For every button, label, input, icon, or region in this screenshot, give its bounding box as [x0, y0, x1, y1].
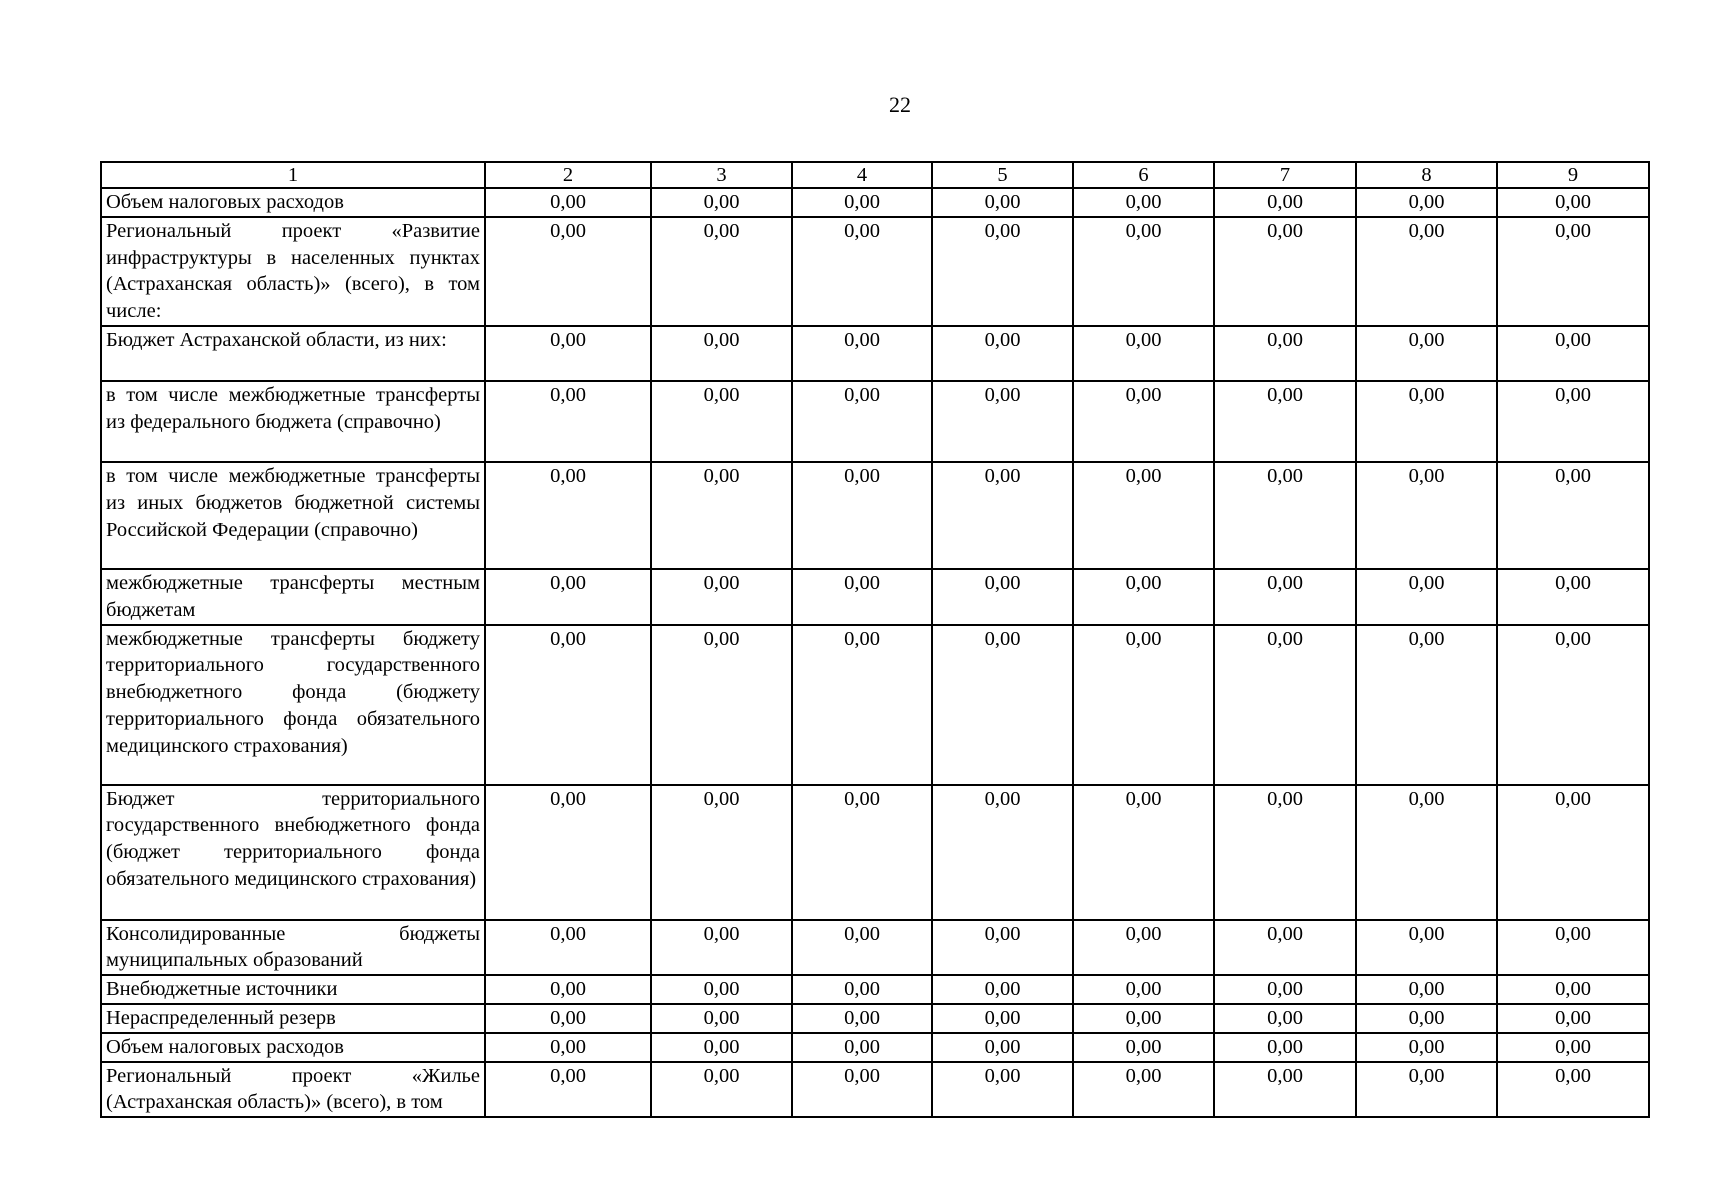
value-cell-col-3: 0,00 — [651, 217, 792, 326]
row-label: Объем налоговых расходов — [101, 188, 485, 217]
budget-table — [100, 161, 1650, 1118]
value-cell-col-9: 0,00 — [1497, 1004, 1649, 1033]
value-cell-col-6: 0,00 — [1073, 1062, 1214, 1118]
value-cell-col-2: 0,00 — [485, 462, 651, 569]
value-cell-col-4: 0,00 — [792, 1004, 932, 1033]
value-cell-col-2: 0,00 — [485, 920, 651, 976]
value-cell-col-4: 0,00 — [792, 381, 932, 462]
header-row — [101, 162, 1649, 188]
value-cell-col-2: 0,00 — [485, 1033, 651, 1062]
value-cell-col-8: 0,00 — [1356, 625, 1497, 785]
value-cell-col-7: 0,00 — [1214, 1033, 1356, 1062]
row-label: в том числе межбюджетные трансферты из федерального бюджета (справочно) — [101, 381, 485, 462]
value-cell-col-5: 0,00 — [932, 188, 1073, 217]
value-cell-col-3: 0,00 — [651, 569, 792, 625]
value-cell-col-3: 0,00 — [651, 975, 792, 1004]
value-cell-col-5: 0,00 — [932, 569, 1073, 625]
row-label: Консолидированные бюджеты муниципальных образований — [101, 920, 485, 976]
column-header-5: 5 — [932, 162, 1073, 188]
value-cell-col-3: 0,00 — [651, 381, 792, 462]
value-cell-col-6: 0,00 — [1073, 625, 1214, 785]
value-cell-col-8: 0,00 — [1356, 569, 1497, 625]
value-cell-col-6: 0,00 — [1073, 462, 1214, 569]
value-cell-col-8: 0,00 — [1356, 785, 1497, 920]
value-cell-col-2: 0,00 — [485, 625, 651, 785]
value-cell-col-6: 0,00 — [1073, 326, 1214, 381]
value-cell-col-5: 0,00 — [932, 1004, 1073, 1033]
table-row — [101, 462, 1649, 569]
value-cell-col-6: 0,00 — [1073, 1004, 1214, 1033]
column-header-3: 3 — [651, 162, 792, 188]
value-cell-col-2: 0,00 — [485, 569, 651, 625]
value-cell-col-9: 0,00 — [1497, 326, 1649, 381]
value-cell-col-6: 0,00 — [1073, 188, 1214, 217]
table-row — [101, 188, 1649, 217]
value-cell-col-5: 0,00 — [932, 1062, 1073, 1118]
value-cell-col-7: 0,00 — [1214, 381, 1356, 462]
value-cell-col-3: 0,00 — [651, 785, 792, 920]
value-cell-col-8: 0,00 — [1356, 1033, 1497, 1062]
value-cell-col-7: 0,00 — [1214, 217, 1356, 326]
row-label: Нераспределенный резерв — [101, 1004, 485, 1033]
value-cell-col-8: 0,00 — [1356, 188, 1497, 217]
value-cell-col-6: 0,00 — [1073, 1033, 1214, 1062]
column-header-1: 1 — [101, 162, 485, 188]
value-cell-col-7: 0,00 — [1214, 975, 1356, 1004]
value-cell-col-8: 0,00 — [1356, 1062, 1497, 1118]
value-cell-col-5: 0,00 — [932, 975, 1073, 1004]
value-cell-col-8: 0,00 — [1356, 381, 1497, 462]
value-cell-col-7: 0,00 — [1214, 1062, 1356, 1118]
value-cell-col-3: 0,00 — [651, 326, 792, 381]
row-label: Бюджет территориального государственного внебюджетного фонда (бюджет территориального фонда обязательного медицинского страхования) — [101, 785, 485, 920]
value-cell-col-9: 0,00 — [1497, 975, 1649, 1004]
value-cell-col-8: 0,00 — [1356, 1004, 1497, 1033]
row-label: Бюджет Астраханской области, из них: — [101, 326, 485, 381]
row-label: Региональный проект «Жилье (Астраханская область)» (всего), в том — [101, 1062, 485, 1118]
value-cell-col-9: 0,00 — [1497, 1033, 1649, 1062]
value-cell-col-4: 0,00 — [792, 569, 932, 625]
value-cell-col-2: 0,00 — [485, 381, 651, 462]
value-cell-col-4: 0,00 — [792, 975, 932, 1004]
table-row — [101, 1033, 1649, 1062]
value-cell-col-9: 0,00 — [1497, 625, 1649, 785]
value-cell-col-8: 0,00 — [1356, 975, 1497, 1004]
value-cell-col-9: 0,00 — [1497, 785, 1649, 920]
value-cell-col-2: 0,00 — [485, 188, 651, 217]
column-header-2: 2 — [485, 162, 651, 188]
value-cell-col-5: 0,00 — [932, 462, 1073, 569]
value-cell-col-9: 0,00 — [1497, 381, 1649, 462]
value-cell-col-8: 0,00 — [1356, 920, 1497, 976]
value-cell-col-9: 0,00 — [1497, 462, 1649, 569]
value-cell-col-2: 0,00 — [485, 1062, 651, 1118]
value-cell-col-9: 0,00 — [1497, 569, 1649, 625]
value-cell-col-5: 0,00 — [932, 217, 1073, 326]
value-cell-col-3: 0,00 — [651, 625, 792, 785]
value-cell-col-7: 0,00 — [1214, 785, 1356, 920]
value-cell-col-6: 0,00 — [1073, 381, 1214, 462]
value-cell-col-5: 0,00 — [932, 381, 1073, 462]
value-cell-col-9: 0,00 — [1497, 217, 1649, 326]
value-cell-col-8: 0,00 — [1356, 217, 1497, 326]
value-cell-col-7: 0,00 — [1214, 188, 1356, 217]
column-header-9: 9 — [1497, 162, 1649, 188]
column-header-7: 7 — [1214, 162, 1356, 188]
value-cell-col-6: 0,00 — [1073, 975, 1214, 1004]
value-cell-col-4: 0,00 — [792, 326, 932, 381]
value-cell-col-2: 0,00 — [485, 217, 651, 326]
value-cell-col-3: 0,00 — [651, 1033, 792, 1062]
value-cell-col-3: 0,00 — [651, 462, 792, 569]
value-cell-col-2: 0,00 — [485, 326, 651, 381]
value-cell-col-7: 0,00 — [1214, 326, 1356, 381]
value-cell-col-4: 0,00 — [792, 462, 932, 569]
table-row — [101, 381, 1649, 462]
value-cell-col-4: 0,00 — [792, 1033, 932, 1062]
value-cell-col-5: 0,00 — [932, 326, 1073, 381]
value-cell-col-3: 0,00 — [651, 920, 792, 976]
row-label: в том числе межбюджетные трансферты из иных бюджетов бюджетной системы Российской Федерации (справочно) — [101, 462, 485, 569]
value-cell-col-5: 0,00 — [932, 920, 1073, 976]
column-header-6: 6 — [1073, 162, 1214, 188]
row-label: Объем налоговых расходов — [101, 1033, 485, 1062]
row-label: Региональный проект «Развитие инфраструктуры в населенных пунктах (Астраханская область)» (всего), в том числе: — [101, 217, 485, 326]
value-cell-col-3: 0,00 — [651, 1004, 792, 1033]
table-row — [101, 569, 1649, 625]
table-body — [101, 162, 1649, 1117]
column-header-8: 8 — [1356, 162, 1497, 188]
table-row — [101, 975, 1649, 1004]
value-cell-col-7: 0,00 — [1214, 625, 1356, 785]
value-cell-col-6: 0,00 — [1073, 785, 1214, 920]
value-cell-col-7: 0,00 — [1214, 569, 1356, 625]
table-row — [101, 785, 1649, 920]
value-cell-col-8: 0,00 — [1356, 326, 1497, 381]
value-cell-col-7: 0,00 — [1214, 462, 1356, 569]
value-cell-col-8: 0,00 — [1356, 462, 1497, 569]
table-row — [101, 326, 1649, 381]
value-cell-col-5: 0,00 — [932, 625, 1073, 785]
value-cell-col-9: 0,00 — [1497, 1062, 1649, 1118]
row-label: Внебюджетные источники — [101, 975, 485, 1004]
value-cell-col-4: 0,00 — [792, 1062, 932, 1118]
column-header-4: 4 — [792, 162, 932, 188]
value-cell-col-6: 0,00 — [1073, 569, 1214, 625]
value-cell-col-6: 0,00 — [1073, 920, 1214, 976]
value-cell-col-2: 0,00 — [485, 975, 651, 1004]
row-label: межбюджетные трансферты местным бюджетам — [101, 569, 485, 625]
row-label: межбюджетные трансферты бюджету территориального государственного внебюджетного фонда (бюджету территориального фонда обязательного медицинского страхования) — [101, 625, 485, 785]
value-cell-col-7: 0,00 — [1214, 920, 1356, 976]
value-cell-col-9: 0,00 — [1497, 920, 1649, 976]
value-cell-col-2: 0,00 — [485, 1004, 651, 1033]
value-cell-col-4: 0,00 — [792, 785, 932, 920]
value-cell-col-6: 0,00 — [1073, 217, 1214, 326]
value-cell-col-9: 0,00 — [1497, 188, 1649, 217]
value-cell-col-2: 0,00 — [485, 785, 651, 920]
value-cell-col-4: 0,00 — [792, 217, 932, 326]
value-cell-col-4: 0,00 — [792, 920, 932, 976]
page-number: 22 — [889, 92, 911, 117]
value-cell-col-5: 0,00 — [932, 1033, 1073, 1062]
value-cell-col-4: 0,00 — [792, 188, 932, 217]
table-row — [101, 625, 1649, 785]
value-cell-col-5: 0,00 — [932, 785, 1073, 920]
table-row — [101, 1062, 1649, 1118]
value-cell-col-3: 0,00 — [651, 1062, 792, 1118]
table-row — [101, 1004, 1649, 1033]
value-cell-col-4: 0,00 — [792, 625, 932, 785]
value-cell-col-3: 0,00 — [651, 188, 792, 217]
value-cell-col-7: 0,00 — [1214, 1004, 1356, 1033]
table-row — [101, 217, 1649, 326]
table-row — [101, 920, 1649, 976]
